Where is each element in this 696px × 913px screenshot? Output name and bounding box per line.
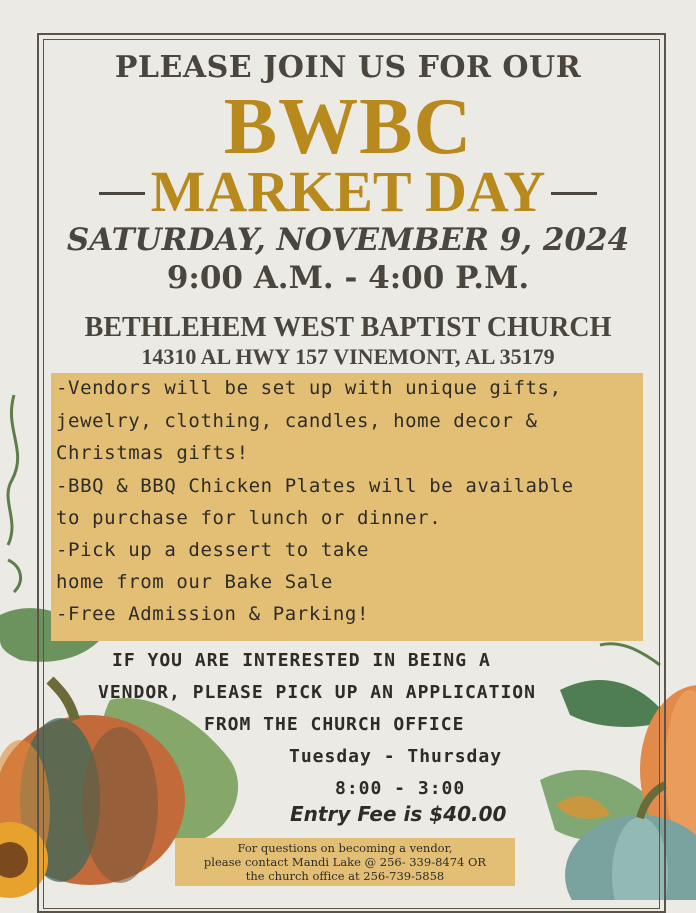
detail-line: Christmas gifts! (56, 442, 249, 464)
contact-line: please contact Mandi Lake @ 256- 339-8474 OR (203, 855, 487, 869)
detail-line: to purchase for lunch or dinner. (56, 507, 442, 529)
event-time: 9:00 A.M. - 4:00 P.M. (166, 260, 530, 296)
invite-heading: PLEASE JOIN US FOR OUR (114, 50, 582, 85)
org-title: BWBC (223, 83, 473, 171)
detail-line: home from our Bake Sale (56, 571, 333, 593)
detail-line: -Vendors will be set up with unique gifts, (56, 377, 562, 399)
event-details-box (51, 373, 643, 641)
detail-line: jewelry, clothing, candles, home decor & (56, 410, 538, 432)
vendor-hours-time: 8:00 - 3:00 (335, 778, 466, 799)
detail-line: -Pick up a dessert to take (56, 539, 370, 561)
divider-left (99, 192, 145, 195)
vendor-info-line: FROM THE CHURCH OFFICE (204, 714, 465, 735)
detail-line: -BBQ & BBQ Chicken Plates will be available (56, 475, 574, 497)
vendor-hours-days: Tuesday - Thursday (289, 746, 503, 767)
vendor-info-line: IF YOU ARE INTERESTED IN BEING A (112, 650, 491, 671)
vendor-info-line: VENDOR, PLEASE PICK UP AN APPLICATION (98, 682, 536, 703)
event-date: SATURDAY, NOVEMBER 9, 2024 (66, 222, 630, 258)
contact-line: For questions on becoming a vendor, (237, 841, 453, 855)
detail-line: -Free Admission & Parking! (56, 603, 370, 625)
entry-fee: Entry Fee is $40.00 (290, 802, 507, 826)
vine-icon (8, 395, 18, 545)
event-title-text: MARKET DAY (150, 159, 546, 224)
event-title (0, 158, 696, 225)
contact-box (175, 838, 515, 886)
contact-line: the church office at 256-739-5858 (245, 869, 445, 883)
church-address: 14310 AL HWY 157 VINEMONT, AL 35179 (141, 344, 555, 369)
divider-right (551, 192, 597, 195)
church-name: BETHLEHEM WEST BAPTIST CHURCH (84, 312, 612, 343)
